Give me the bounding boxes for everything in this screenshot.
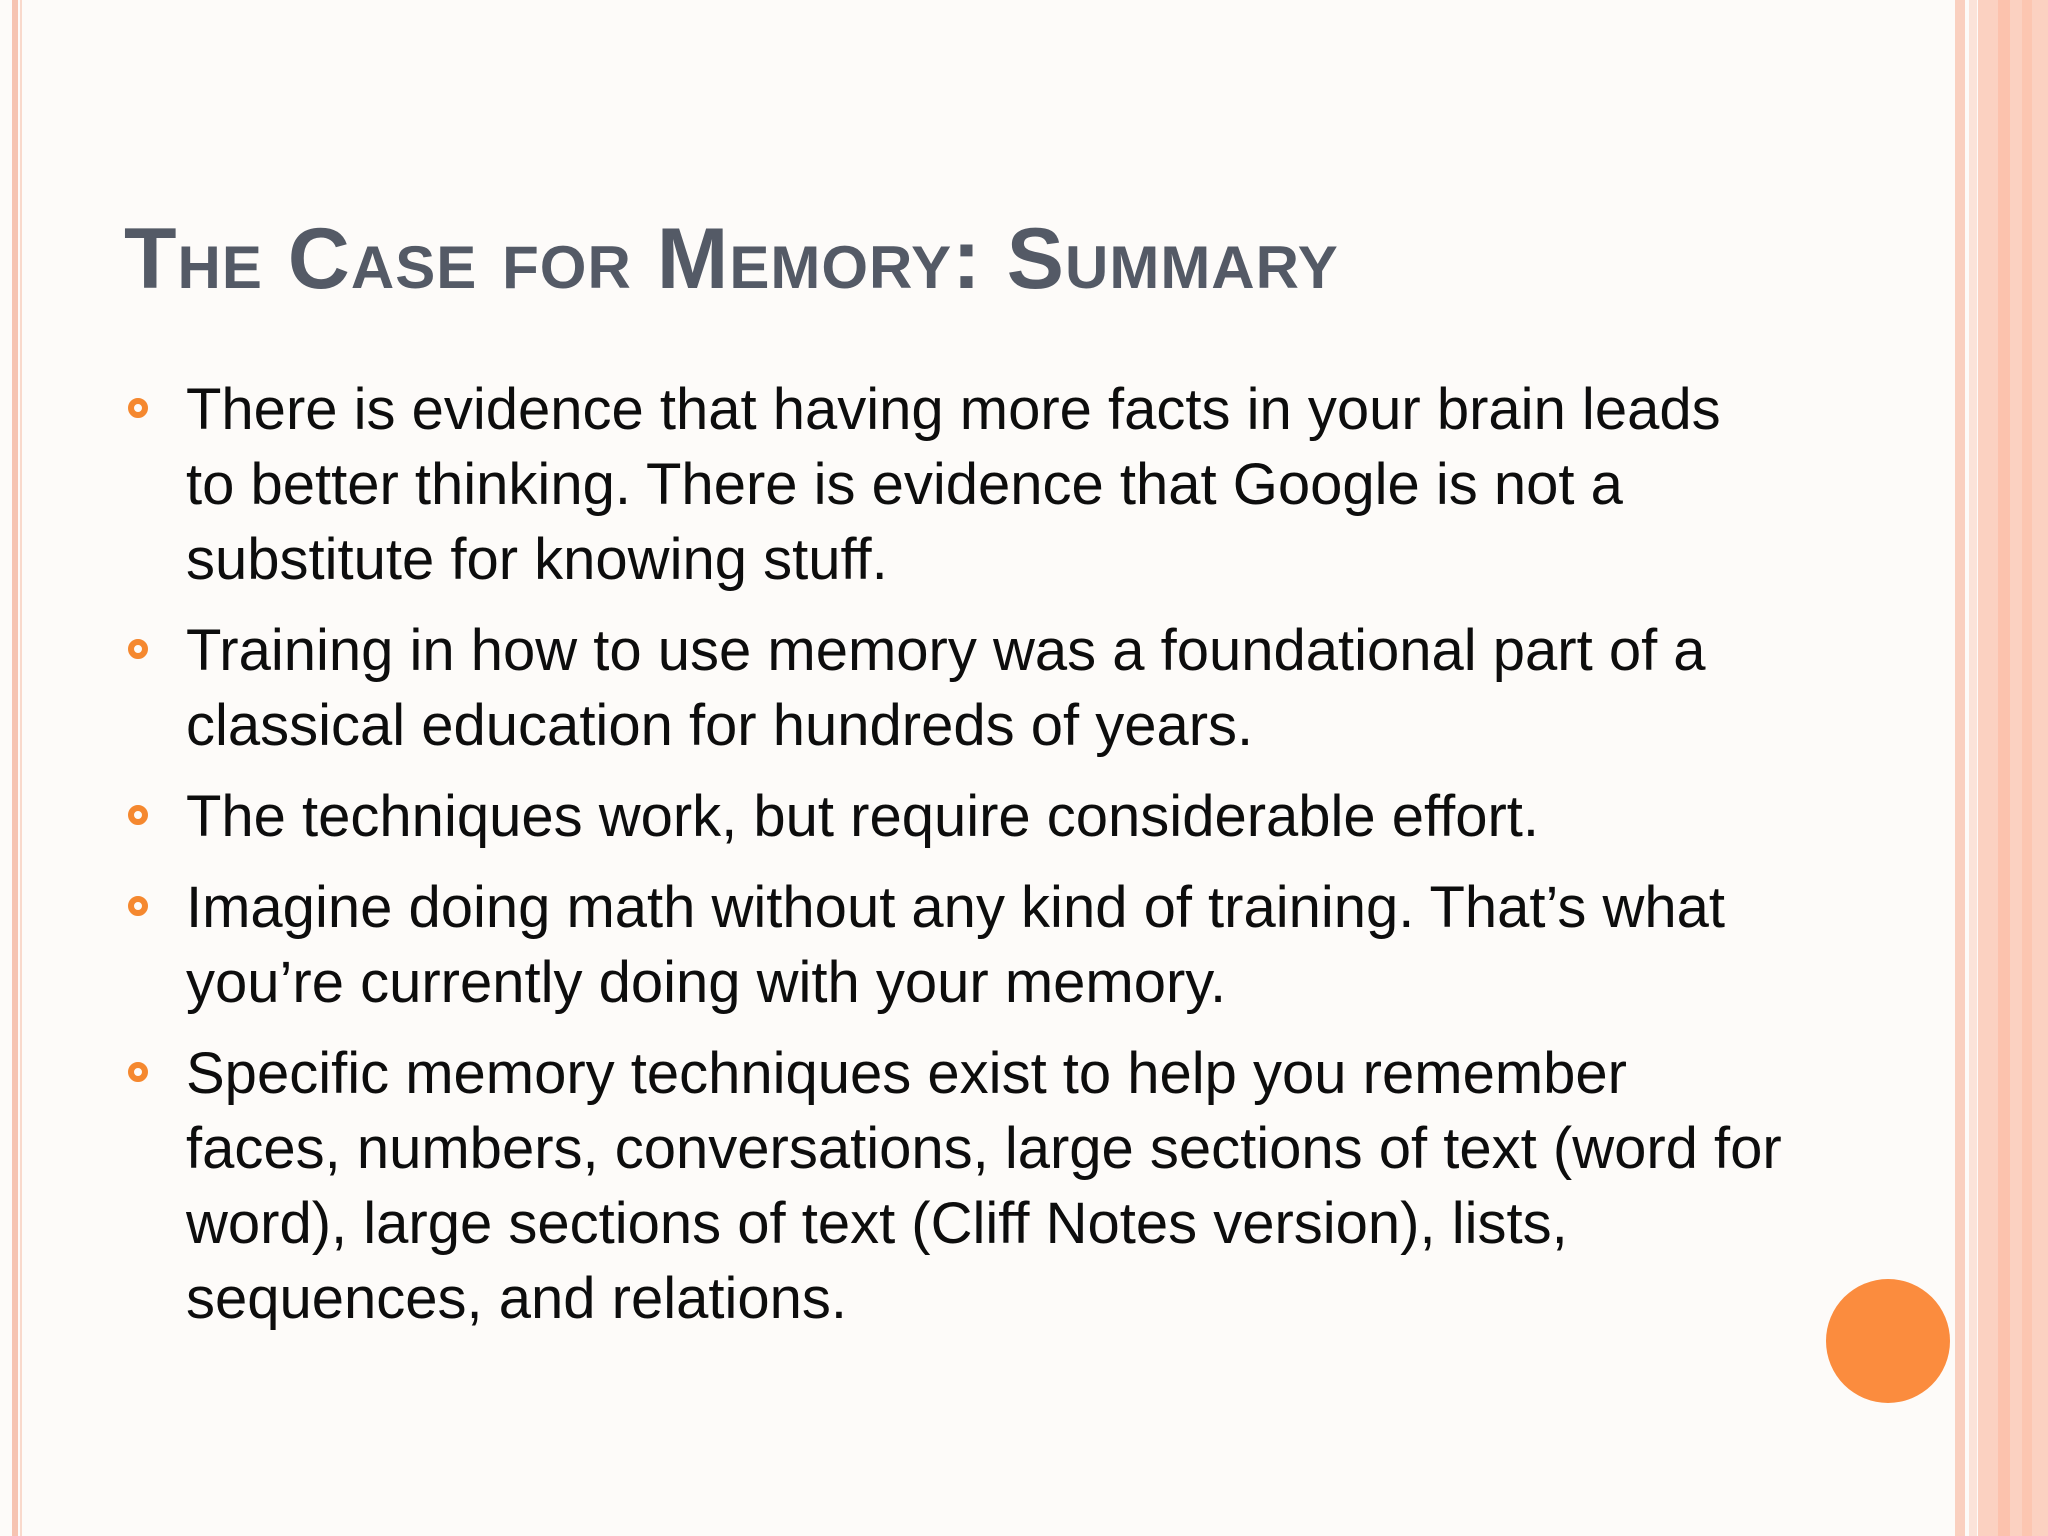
right-stripe-decoration (1955, 0, 1965, 1536)
bullet-list (124, 372, 1784, 1352)
bullet-item (124, 613, 1784, 763)
bullet-item (124, 1036, 1784, 1336)
bullet-item (124, 779, 1784, 854)
circle-bullet-icon (128, 639, 148, 659)
orange-circle-decoration (1826, 1279, 1950, 1403)
bullet-text: The techniques work, but require considerable effort. (186, 784, 1540, 849)
circle-bullet-icon (128, 805, 148, 825)
slide-title: The Case for Memory: Summary (124, 211, 1339, 307)
circle-bullet-icon (128, 398, 148, 418)
left-border-decoration (12, 0, 18, 1536)
bullet-item (124, 372, 1784, 597)
right-stripe-decoration (1969, 0, 1977, 1536)
circle-bullet-icon (128, 1062, 148, 1082)
left-border-inner-decoration (20, 0, 22, 1536)
circle-bullet-icon (128, 896, 148, 916)
bullet-item (124, 870, 1784, 1020)
bullet-text: Specific memory techniques exist to help you remember faces, numbers, conversations, large sections of text (word for word), large sections of text (Cliff Notes version), lists, sequences, and relations. (186, 1041, 1782, 1331)
right-stripe-decoration (2022, 0, 2032, 1536)
right-stripe-decoration (1998, 0, 2010, 1536)
bullet-text: Training in how to use memory was a foundational part of a classical education for hundreds of years. (186, 618, 1706, 758)
bullet-text: Imagine doing math without any kind of training. That’s what you’re currently doing with your memory. (186, 875, 1725, 1015)
bullet-text: There is evidence that having more facts in your brain leads to better thinking. There is evidence that Google is not a substitute for knowing stuff. (186, 377, 1721, 592)
right-stripe-decoration (1978, 0, 2048, 1536)
